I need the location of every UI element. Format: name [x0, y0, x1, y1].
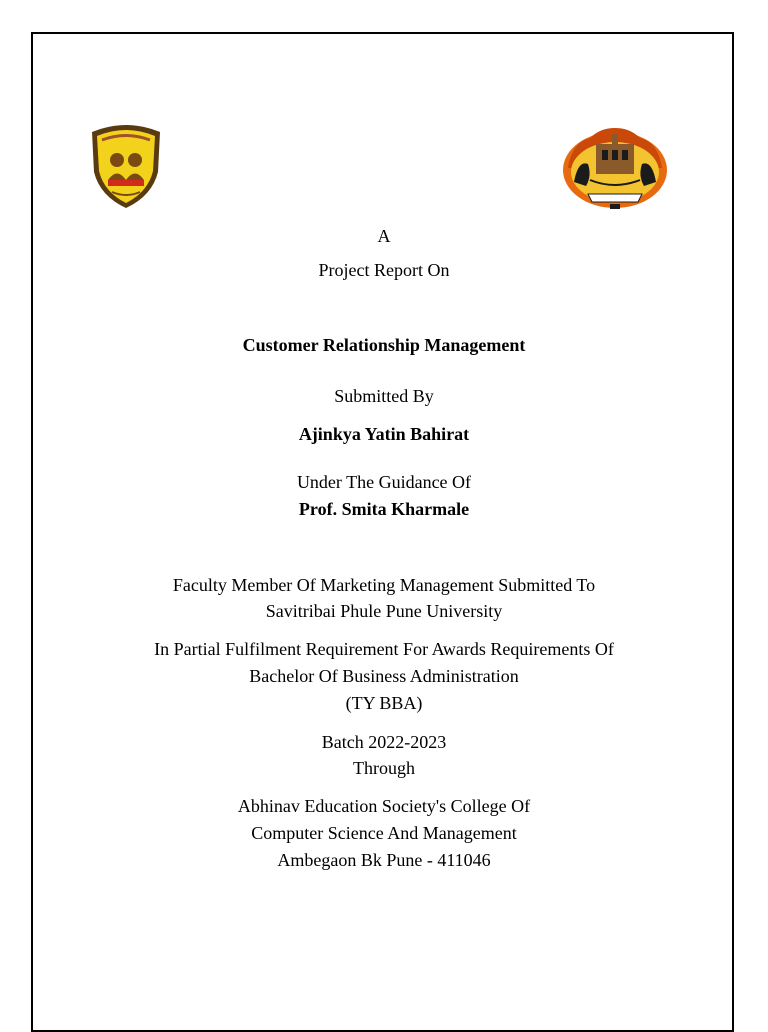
- cover-article: A: [377, 226, 391, 246]
- fulfilment-line: In Partial Fulfilment Requirement For Awards Requirements Of: [154, 639, 614, 659]
- faculty-line: Faculty Member Of Marketing Management Submitted To: [172, 575, 596, 595]
- degree-name: Bachelor Of Business Administration: [249, 666, 519, 686]
- university-emblem-logo: [560, 124, 670, 210]
- college-line-2: Computer Science And Management: [251, 823, 517, 843]
- guide-name: Prof. Smita Kharmale: [298, 499, 470, 519]
- report-title: Customer Relationship Management: [242, 335, 526, 355]
- guidance-label: Under The Guidance Of: [296, 472, 472, 492]
- through-label: Through: [353, 758, 415, 778]
- college-line-3: Ambegaon Bk Pune - 411046: [277, 850, 491, 870]
- submitted-by-label: Submitted By: [334, 386, 434, 406]
- college-crest-logo: [88, 122, 164, 210]
- degree-short: (TY BBA): [345, 693, 423, 713]
- university-name: Savitribai Phule Pune University: [265, 601, 503, 621]
- report-label: Project Report On: [318, 260, 450, 280]
- batch: Batch 2022-2023: [321, 732, 447, 752]
- student-name: Ajinkya Yatin Bahirat: [298, 424, 470, 444]
- college-line-1: Abhinav Education Society's College Of: [237, 796, 531, 816]
